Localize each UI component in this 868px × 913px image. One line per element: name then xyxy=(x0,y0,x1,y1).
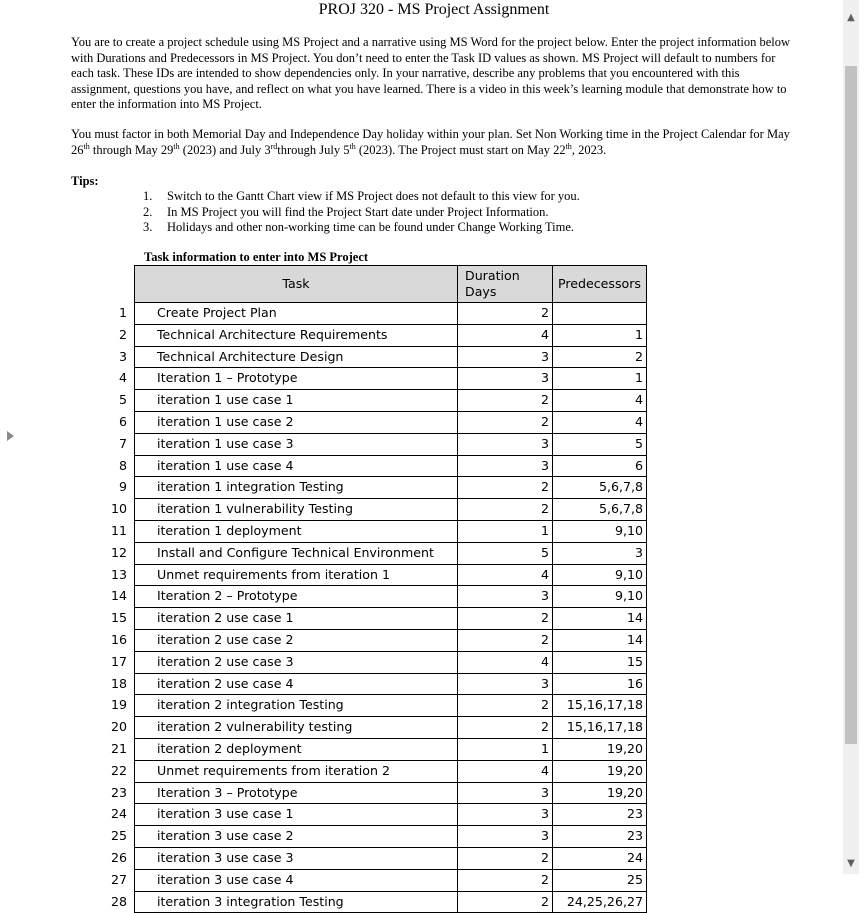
task-table-body xyxy=(100,303,647,913)
task-id-cell: 26 xyxy=(110,849,127,865)
holiday-text-3: (2023) and July 3 xyxy=(179,142,271,157)
duration-cell: 1 xyxy=(458,738,553,760)
task-name-cell: iteration 2 vulnerability testing xyxy=(135,717,458,739)
task-name-cell: iteration 1 vulnerability Testing xyxy=(135,499,458,521)
task-name-cell: iteration 1 deployment xyxy=(135,520,458,542)
scroll-down-icon[interactable]: ▼ xyxy=(847,858,855,869)
task-name-cell: iteration 1 use case 4 xyxy=(135,455,458,477)
holiday-text-2: through May 29 xyxy=(89,142,174,157)
table-row xyxy=(100,869,647,891)
table-header-row xyxy=(100,266,647,303)
table-row xyxy=(100,804,647,826)
predecessors-cell: 19,20 xyxy=(553,782,647,804)
task-id-cell: 28 xyxy=(110,893,127,909)
task-name-cell: iteration 2 use case 1 xyxy=(135,608,458,630)
task-name-cell: iteration 2 use case 2 xyxy=(135,629,458,651)
task-id-cell: 17 xyxy=(110,653,127,669)
duration-cell: 2 xyxy=(458,869,553,891)
table-row xyxy=(100,608,647,630)
task-name-cell: Iteration 2 – Prototype xyxy=(135,586,458,608)
task-id-cell: 3 xyxy=(118,348,127,364)
duration-cell: 3 xyxy=(458,673,553,695)
tip-text: Holidays and other non-working time can be found under Change Working Time. xyxy=(167,220,575,234)
duration-cell: 1 xyxy=(458,520,553,542)
duration-cell: 3 xyxy=(458,433,553,455)
table-row xyxy=(100,542,647,564)
task-id-cell: 24 xyxy=(110,806,127,822)
predecessors-cell: 14 xyxy=(553,608,647,630)
predecessors-cell: 23 xyxy=(553,826,647,848)
table-row xyxy=(100,499,647,521)
predecessors-cell: 25 xyxy=(553,869,647,891)
task-name-cell: iteration 2 use case 3 xyxy=(135,651,458,673)
task-name-cell: Unmet requirements from iteration 1 xyxy=(135,564,458,586)
predecessors-cell: 24,25,26,27 xyxy=(553,891,647,913)
duration-cell: 2 xyxy=(458,847,553,869)
task-id-cell: 4 xyxy=(118,370,127,386)
task-id-cell: 22 xyxy=(110,762,127,778)
document-title: PROJ 320 - MS Project Assignment xyxy=(318,1,550,18)
duration-cell: 3 xyxy=(458,804,553,826)
predecessors-cell: 6 xyxy=(553,455,647,477)
duration-cell: 4 xyxy=(458,760,553,782)
task-id-cell: 10 xyxy=(110,501,127,517)
task-id-cell: 20 xyxy=(110,719,127,735)
predecessors-cell: 4 xyxy=(553,390,647,412)
duration-header-line2: Days xyxy=(465,284,497,299)
task-name-cell: iteration 3 integration Testing xyxy=(135,891,458,913)
duration-cell: 2 xyxy=(458,717,553,739)
task-name-cell: iteration 1 integration Testing xyxy=(135,477,458,499)
table-row xyxy=(100,324,647,346)
task-name-cell: iteration 3 use case 3 xyxy=(135,847,458,869)
task-id-cell: 6 xyxy=(118,413,127,429)
table-row xyxy=(100,346,647,368)
task-id-cell: 7 xyxy=(118,435,127,451)
duration-cell: 4 xyxy=(458,651,553,673)
task-name-cell: Iteration 3 – Prototype xyxy=(135,782,458,804)
task-id-cell: 27 xyxy=(110,871,127,887)
duration-cell: 2 xyxy=(458,390,553,412)
holiday-sup-1: th xyxy=(83,141,90,151)
tip-item xyxy=(143,205,580,221)
table-row xyxy=(100,782,647,804)
task-name-cell: iteration 1 use case 3 xyxy=(135,433,458,455)
duration-cell: 3 xyxy=(458,455,553,477)
task-id-cell: 13 xyxy=(110,566,127,582)
task-id-cell: 1 xyxy=(118,305,127,320)
predecessors-cell: 5 xyxy=(553,433,647,455)
task-id-cell: 21 xyxy=(110,740,127,756)
tips-label: Tips: xyxy=(71,174,99,188)
tips-list xyxy=(143,189,580,236)
predecessors-cell xyxy=(553,303,647,325)
task-name-cell: Technical Architecture Design xyxy=(135,346,458,368)
task-name-cell: iteration 3 use case 2 xyxy=(135,826,458,848)
duration-cell: 2 xyxy=(458,695,553,717)
holiday-text-1: You must factor in both Memorial Day and Independence Day holiday within your plan. Set Non Working time in the Project Calendar for May 26 xyxy=(71,127,790,157)
tip-text: Switch to the Gantt Chart view if MS Project does not default to this view for you. xyxy=(167,189,580,203)
table-row xyxy=(100,477,647,499)
tip-number: 2. xyxy=(143,204,153,219)
table-row xyxy=(100,673,647,695)
task-name-cell: Create Project Plan xyxy=(135,303,458,325)
duration-cell: 2 xyxy=(458,891,553,913)
task-name-cell: iteration 1 use case 2 xyxy=(135,411,458,433)
predecessors-cell: 9,10 xyxy=(553,564,647,586)
tip-item xyxy=(143,220,580,236)
duration-cell: 3 xyxy=(458,826,553,848)
duration-cell: 2 xyxy=(458,477,553,499)
task-id-cell: 18 xyxy=(110,675,127,691)
task-id-cell: 11 xyxy=(110,522,127,538)
table-row xyxy=(100,564,647,586)
duration-cell: 2 xyxy=(458,629,553,651)
predecessors-cell: 15,16,17,18 xyxy=(553,717,647,739)
task-id-cell: 25 xyxy=(110,828,127,844)
duration-cell: 2 xyxy=(458,303,553,325)
task-name-cell: Install and Configure Technical Environment xyxy=(135,542,458,564)
holiday-text-4: through July 5 xyxy=(277,142,350,157)
task-id-cell: 2 xyxy=(118,326,127,342)
scrollbar-thumb[interactable] xyxy=(845,66,857,744)
task-name-cell: Technical Architecture Requirements xyxy=(135,324,458,346)
intro-paragraph: You are to create a project schedule using MS Project and a narrative using MS Word for the project below. Enter the project information below with Durations and Predecessors in MS Project. You don’t need to enter the Task ID values as shown. MS Project will default to numbers for each task. These IDs are intended to show dependencies only. In your narrative, describe any problems that you encountered with this assignment, questions you have, and reflect on what you have learned. There is a video in this week’s learning module that demonstrate how to enter the information into MS Project. xyxy=(71,35,791,111)
scroll-up-icon[interactable]: ▲ xyxy=(847,12,855,23)
table-row xyxy=(100,651,647,673)
table-row xyxy=(100,738,647,760)
task-column-header: Task xyxy=(135,266,458,303)
duration-cell: 2 xyxy=(458,499,553,521)
table-row xyxy=(100,520,647,542)
task-name-cell: Iteration 1 – Prototype xyxy=(135,368,458,390)
table-row xyxy=(100,433,647,455)
task-id-cell: 9 xyxy=(118,479,127,495)
table-row xyxy=(100,847,647,869)
task-name-cell: iteration 1 use case 1 xyxy=(135,390,458,412)
id-column-header xyxy=(100,266,135,303)
holiday-sup-3: rd xyxy=(270,141,278,151)
task-name-cell: Unmet requirements from iteration 2 xyxy=(135,760,458,782)
holiday-paragraph xyxy=(71,127,791,158)
predecessors-cell: 23 xyxy=(553,804,647,826)
triangle-right-icon xyxy=(7,431,14,441)
duration-cell: 2 xyxy=(458,608,553,630)
predecessors-cell: 14 xyxy=(553,629,647,651)
task-id-cell: 15 xyxy=(110,610,127,626)
predecessors-cell: 9,10 xyxy=(553,586,647,608)
predecessors-column-header: Predecessors xyxy=(553,266,647,303)
predecessors-cell: 9,10 xyxy=(553,520,647,542)
duration-cell: 4 xyxy=(458,564,553,586)
table-row xyxy=(100,303,647,325)
task-id-cell: 16 xyxy=(110,631,127,647)
predecessors-cell: 24 xyxy=(553,847,647,869)
table-caption: Task information to enter into MS Project xyxy=(144,250,369,264)
table-row xyxy=(100,586,647,608)
table-row xyxy=(100,629,647,651)
predecessors-cell: 1 xyxy=(553,324,647,346)
table-row xyxy=(100,390,647,412)
predecessors-cell: 15,16,17,18 xyxy=(553,695,647,717)
predecessors-cell: 1 xyxy=(553,368,647,390)
holiday-sup-5: th xyxy=(565,141,572,151)
task-id-cell: 5 xyxy=(118,392,127,408)
duration-cell: 2 xyxy=(458,411,553,433)
duration-header-line1: Duration xyxy=(465,268,520,283)
duration-cell: 4 xyxy=(458,324,553,346)
predecessors-cell: 19,20 xyxy=(553,738,647,760)
table-row xyxy=(100,411,647,433)
tip-text: In MS Project you will find the Project Start date under Project Information. xyxy=(167,204,549,219)
holiday-sup-4: th xyxy=(349,141,356,151)
task-id-cell: 19 xyxy=(110,697,127,713)
predecessors-cell: 19,20 xyxy=(553,760,647,782)
task-name-cell: iteration 2 use case 4 xyxy=(135,673,458,695)
table-row xyxy=(100,891,647,913)
task-id-cell: 23 xyxy=(110,784,127,800)
task-name-cell: iteration 2 integration Testing xyxy=(135,695,458,717)
duration-column-header xyxy=(458,266,553,303)
task-id-cell: 8 xyxy=(118,457,127,473)
table-row xyxy=(100,455,647,477)
task-name-cell: iteration 3 use case 1 xyxy=(135,804,458,826)
predecessors-cell: 16 xyxy=(553,673,647,695)
duration-cell: 3 xyxy=(458,586,553,608)
table-row xyxy=(100,695,647,717)
duration-cell: 3 xyxy=(458,346,553,368)
task-id-cell: 12 xyxy=(110,544,127,560)
duration-cell: 5 xyxy=(458,542,553,564)
table-row xyxy=(100,760,647,782)
tip-number: 3. xyxy=(143,220,153,234)
predecessors-cell: 3 xyxy=(553,542,647,564)
tip-number: 1. xyxy=(143,189,153,203)
holiday-text-5: (2023). The Project must start on May 22 xyxy=(355,142,566,157)
tip-item xyxy=(143,189,580,205)
table-row xyxy=(100,826,647,848)
holiday-text-6: , 2023. xyxy=(571,142,607,157)
duration-cell: 3 xyxy=(458,368,553,390)
duration-cell: 3 xyxy=(458,782,553,804)
holiday-sup-2: th xyxy=(173,141,180,151)
predecessors-cell: 15 xyxy=(553,651,647,673)
table-row xyxy=(100,717,647,739)
predecessors-cell: 5,6,7,8 xyxy=(553,477,647,499)
task-name-cell: iteration 2 deployment xyxy=(135,738,458,760)
task-table xyxy=(100,265,647,913)
table-row xyxy=(100,368,647,390)
predecessors-cell: 4 xyxy=(553,411,647,433)
predecessors-cell: 2 xyxy=(553,346,647,368)
predecessors-cell: 5,6,7,8 xyxy=(553,499,647,521)
task-name-cell: iteration 3 use case 4 xyxy=(135,869,458,891)
task-id-cell: 14 xyxy=(110,588,127,604)
